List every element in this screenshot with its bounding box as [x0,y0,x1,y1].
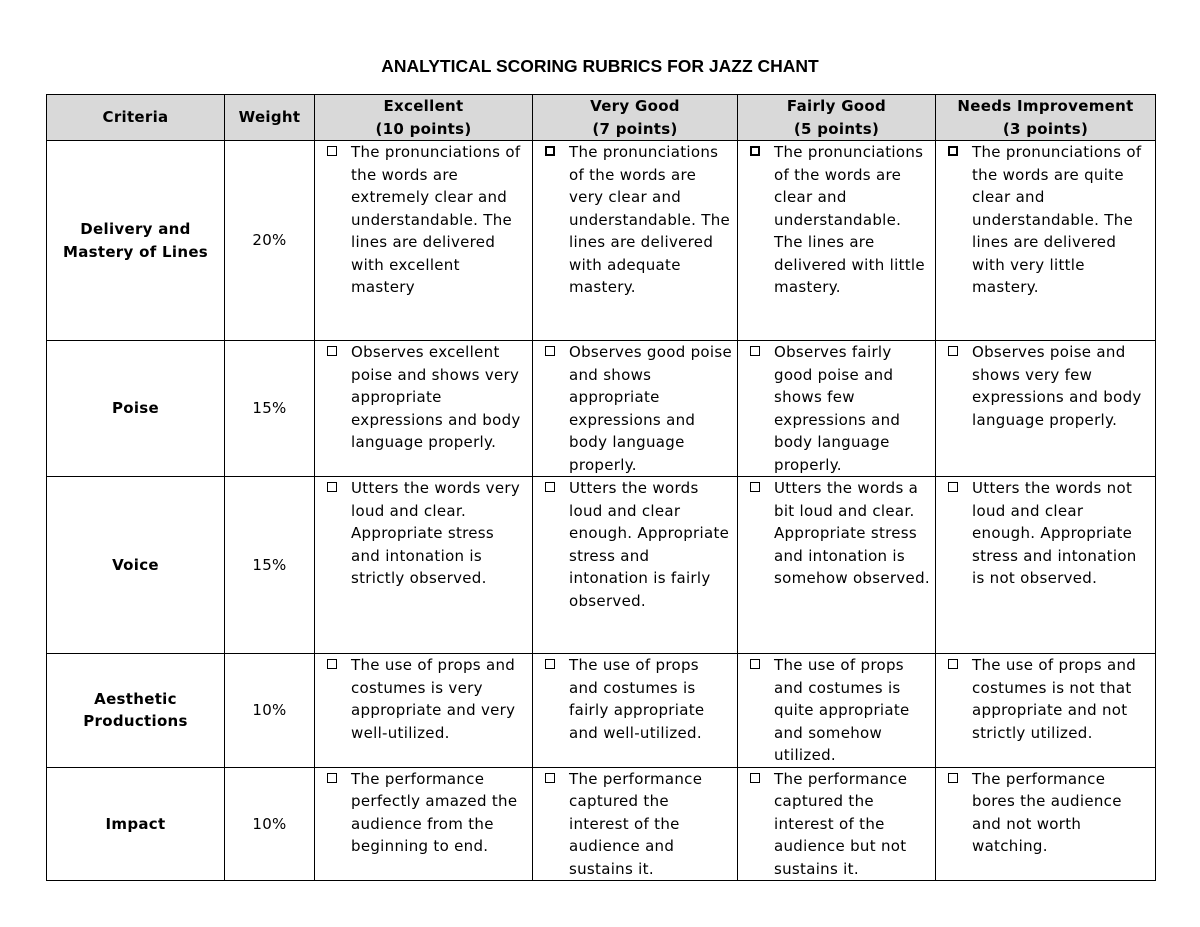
criteria-cell [47,477,225,654]
descriptor-cell [738,141,936,341]
header-weight: Weight [225,95,315,141]
descriptor-text: The performance perfectly amazed the audience from the beginning to end. [351,769,518,855]
level-points: (5 points) [793,119,880,138]
rubric-row-voice [47,477,1156,654]
weight-cell: 10% [225,767,315,881]
descriptor-text: The use of props and costumes is very appropriate and very well-utilized. [351,656,516,742]
level-points: (3 points) [1002,119,1089,138]
descriptor-text: Utters the words a bit loud and clear. Appropriate stress and intonation is somehow observed. [774,479,930,587]
checkbox[interactable] [948,773,958,783]
criteria-cell [47,341,225,477]
header-fairly-good [738,95,936,141]
descriptor-cell [738,654,936,768]
descriptor-cell [738,477,936,654]
descriptor-cell [738,341,936,477]
checkbox[interactable] [327,482,337,492]
criteria-label: Mastery of Lines [62,242,209,261]
descriptor-cell [315,341,533,477]
checkbox[interactable] [327,146,337,156]
checkbox[interactable] [327,659,337,669]
descriptor-text: The use of props and costumes is fairly appropriate and well-utilized. [569,656,705,742]
level-name: Very Good [590,97,680,115]
descriptor-text: Utters the words very loud and clear. Appropriate stress and intonation is strictly observed. [351,479,521,587]
rubric-row-aesthetic [47,654,1156,768]
level-name: Excellent [383,97,464,115]
header-needs-improvement [936,95,1156,141]
rubric-table [46,94,1156,881]
checkbox[interactable] [545,346,555,356]
criteria-label: Voice [112,555,159,574]
descriptor-cell [936,767,1156,881]
descriptor-cell [533,141,738,341]
criteria-cell [47,767,225,881]
descriptor-text: The pronunciations of the words are quite clear and understandable. The lines are delivered with very little mastery. [972,143,1142,296]
weight-cell: 15% [225,477,315,654]
checkbox[interactable] [545,146,555,156]
descriptor-cell [936,141,1156,341]
checkbox[interactable] [750,482,760,492]
checkbox[interactable] [327,773,337,783]
descriptor-text: The use of props and costumes is not that appropriate and not strictly utilized. [972,656,1137,742]
checkbox[interactable] [948,146,958,156]
descriptor-cell [738,767,936,881]
checkbox[interactable] [948,482,958,492]
descriptor-cell [533,767,738,881]
criteria-label: Delivery and [80,220,191,238]
descriptor-text: Observes fairly good poise and shows few expressions and body language properly. [774,343,901,474]
descriptor-text: Observes excellent poise and shows very appropriate expressions and body language properly. [351,343,521,451]
header-very-good [533,95,738,141]
descriptor-text: The use of props and costumes is quite appropriate and somehow utilized. [774,656,910,764]
descriptor-text: The performance captured the interest of the audience but not sustains it. [774,769,908,878]
descriptor-cell [315,141,533,341]
header-excellent [315,95,533,141]
descriptor-text: The pronunciations of the words are clear and understandable. The lines are delivered with little mastery. [774,143,925,296]
checkbox[interactable] [750,146,760,156]
rubric-row-impact [47,767,1156,881]
criteria-label: Impact [105,814,166,833]
descriptor-text: The performance bores the audience and not worth watching. [972,769,1122,855]
criteria-label: Productions [83,712,188,731]
level-name: Needs Improvement [957,97,1134,115]
descriptor-cell [315,767,533,881]
checkbox[interactable] [545,773,555,783]
descriptor-text: Observes good poise and shows appropriate expressions and body language properly. [569,343,733,474]
page-title: ANALYTICAL SCORING RUBRICS FOR JAZZ CHANT [381,56,819,76]
descriptor-text: Utters the words not loud and clear enough. Appropriate stress and intonation is not observed. [972,479,1137,587]
checkbox[interactable] [750,773,760,783]
descriptor-cell [533,341,738,477]
descriptor-cell [533,654,738,768]
weight-cell: 20% [225,141,315,341]
weight-cell: 15% [225,341,315,477]
descriptor-cell [936,477,1156,654]
descriptor-text: The pronunciations of the words are extremely clear and understandable. The lines are delivered with excellent mastery [351,143,521,296]
level-points: (10 points) [375,119,472,138]
checkbox[interactable] [948,659,958,669]
descriptor-text: The pronunciations of the words are very clear and understandable. The lines are delivered with adequate mastery. [569,143,731,296]
rubric-row-poise [47,341,1156,477]
checkbox[interactable] [545,482,555,492]
descriptor-cell [533,477,738,654]
checkbox[interactable] [750,659,760,669]
descriptor-text: The performance captured the interest of the audience and sustains it. [569,769,703,878]
checkbox[interactable] [545,659,555,669]
checkbox[interactable] [327,346,337,356]
descriptor-text: Utters the words loud and clear enough. Appropriate stress and intonation is fairly observed. [569,479,730,610]
descriptor-text: Observes poise and shows very few expressions and body language properly. [972,343,1142,429]
criteria-cell [47,654,225,768]
weight-cell: 10% [225,654,315,768]
rubric-row-delivery [47,141,1156,341]
criteria-cell [47,141,225,341]
checkbox[interactable] [948,346,958,356]
level-name: Fairly Good [786,97,887,115]
header-row [47,95,1156,141]
header-criteria: Criteria [47,95,225,141]
descriptor-cell [315,477,533,654]
descriptor-cell [936,341,1156,477]
criteria-label: Aesthetic [94,689,177,708]
criteria-label: Poise [111,399,160,418]
descriptor-cell [936,654,1156,768]
level-points: (7 points) [592,119,678,138]
checkbox[interactable] [750,346,760,356]
descriptor-cell [315,654,533,768]
